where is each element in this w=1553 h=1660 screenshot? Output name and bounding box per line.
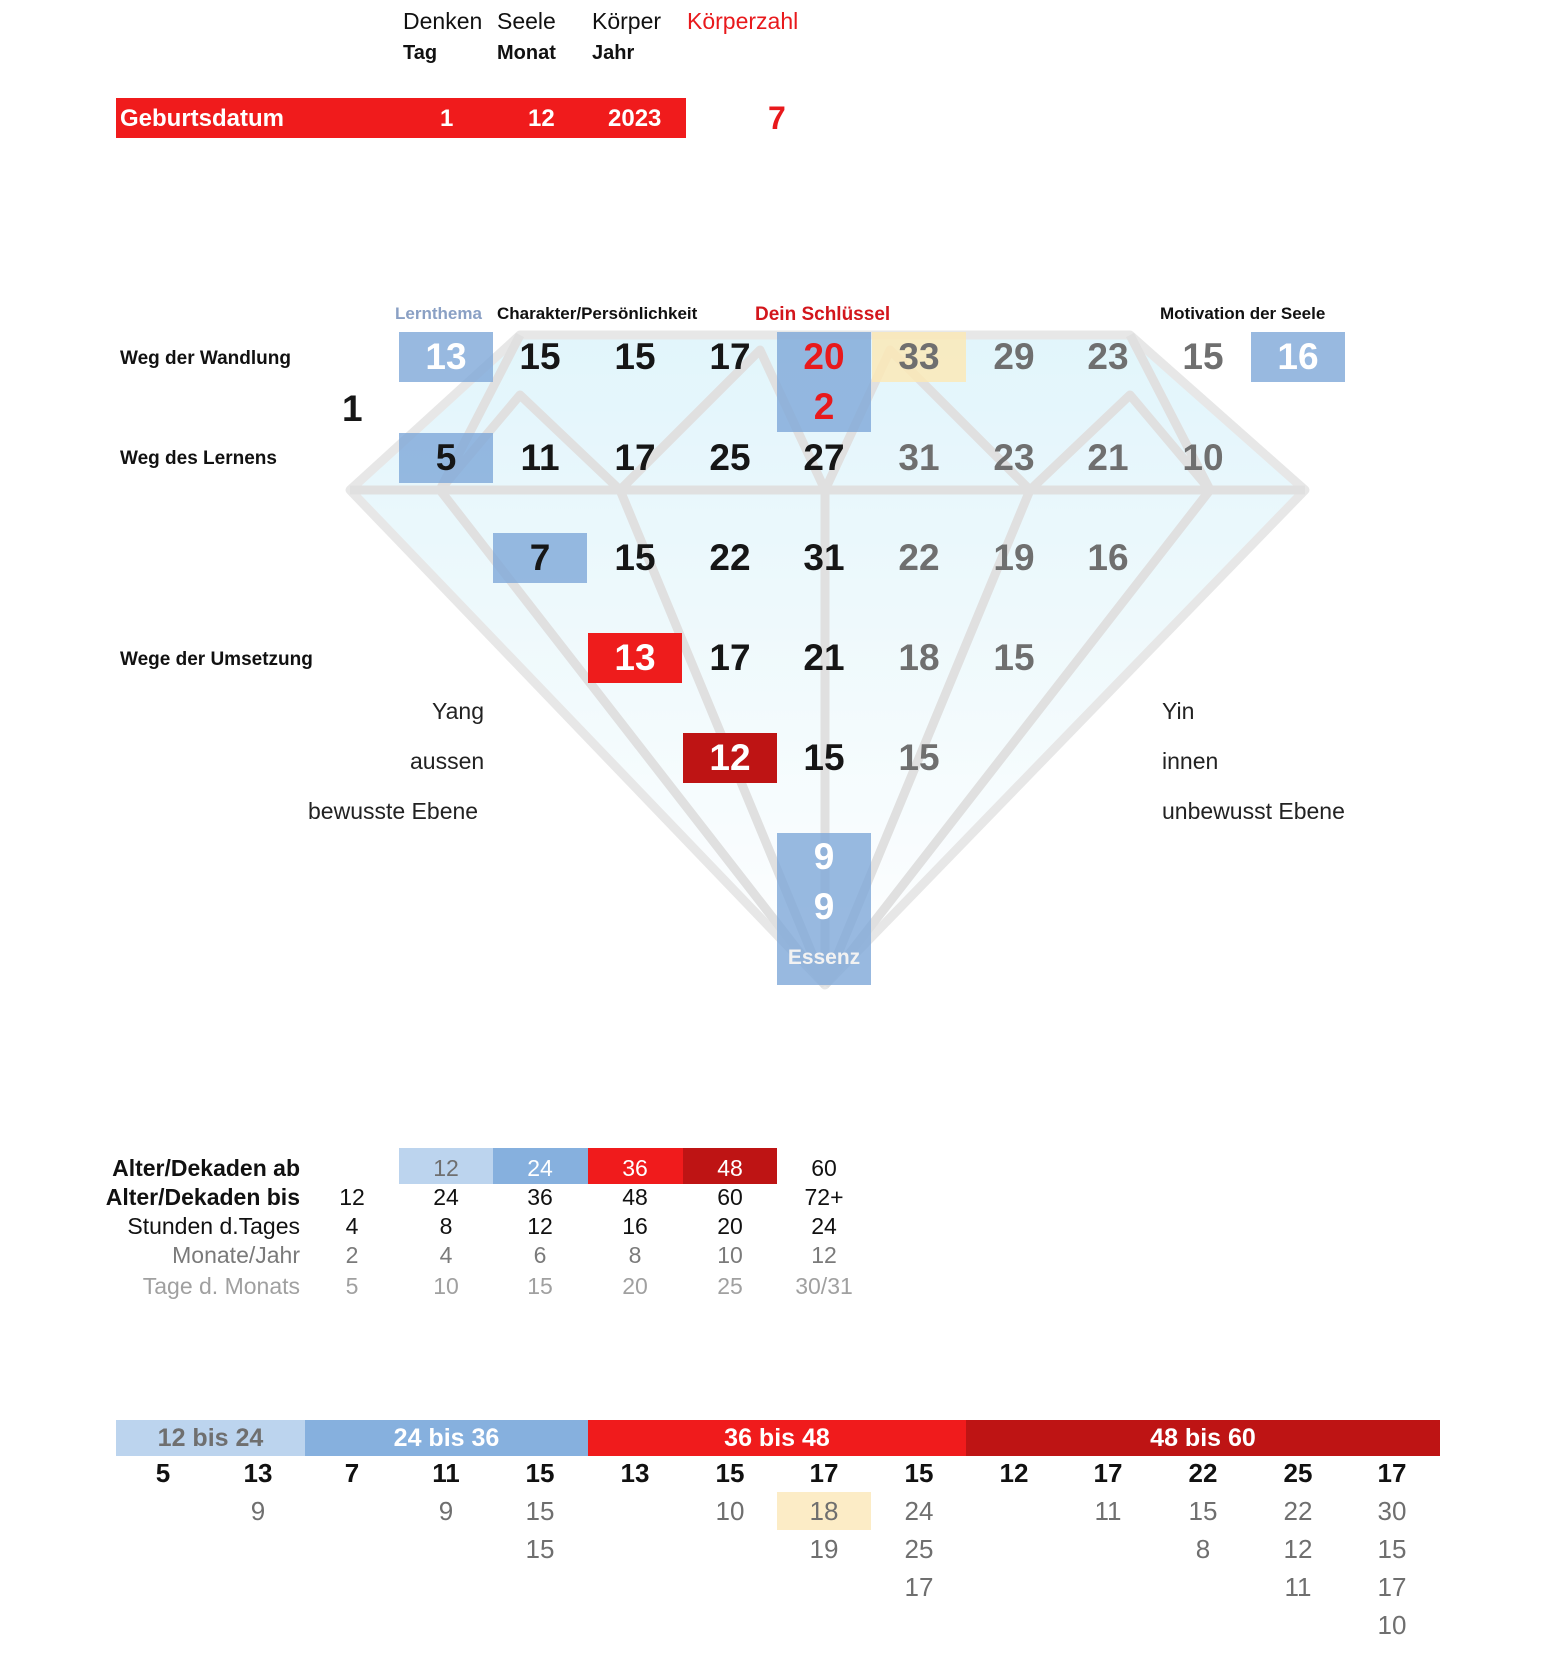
row4-cell: 15 xyxy=(993,637,1035,678)
months-cell: 12 xyxy=(811,1242,837,1268)
age-label-from: Alter/Dekaden ab xyxy=(112,1155,300,1181)
band-cell: 17 xyxy=(809,1458,839,1488)
essence-number: 9 xyxy=(813,886,835,927)
age-from-cell: 60 xyxy=(811,1155,837,1181)
hours-cell: 16 xyxy=(622,1213,648,1239)
band-sub-cell: 17 xyxy=(904,1572,934,1602)
header-denken: Denken xyxy=(403,8,483,34)
row1-cell: 15 xyxy=(1182,336,1224,377)
age-to-cell: 36 xyxy=(527,1184,553,1210)
row4-cell: 13 xyxy=(588,633,682,683)
band-sub-cell: 15 xyxy=(1377,1534,1407,1564)
birth-year: 2023 xyxy=(608,105,662,132)
header-monat: Monat xyxy=(497,42,556,64)
band-sub-cell: 24 xyxy=(904,1496,934,1526)
row1-cell: 23 xyxy=(1087,336,1129,377)
label-lernthema: Lernthema xyxy=(395,304,482,323)
band-cell: 17 xyxy=(1377,1458,1407,1488)
band-sub-cell: 9 xyxy=(438,1496,454,1526)
label-schluessel: Dein Schlüssel xyxy=(755,304,891,325)
hours-cell: 12 xyxy=(527,1213,553,1239)
age-to-cell: 24 xyxy=(433,1184,459,1210)
band-cell: 5 xyxy=(155,1458,171,1488)
hours-cell: 4 xyxy=(345,1213,359,1239)
months-cell: 2 xyxy=(345,1242,359,1268)
band-cell: 15 xyxy=(904,1458,934,1488)
band-sub-cell: 10 xyxy=(1377,1610,1407,1640)
row3-cell: 31 xyxy=(803,537,845,578)
row2-cell: 17 xyxy=(614,437,656,478)
age-from-cell: 12 xyxy=(433,1155,459,1181)
row1-cell: 33 xyxy=(872,332,966,382)
band-cell: 15 xyxy=(525,1458,555,1488)
age-from-cell: 36 xyxy=(622,1155,648,1181)
days-cell: 20 xyxy=(622,1273,648,1299)
row1-cell: 13 xyxy=(399,332,493,382)
label-unbewusst: unbewusst Ebene xyxy=(1162,798,1345,824)
age-label-hours: Stunden d.Tages xyxy=(127,1213,300,1239)
age-from-cell: 48 xyxy=(717,1155,743,1181)
band-cell: 15 xyxy=(715,1458,745,1488)
band-cell: 17 xyxy=(1093,1458,1123,1488)
row2-cell: 27 xyxy=(803,437,845,478)
row3-cell: 22 xyxy=(709,537,751,578)
row1-cell: 15 xyxy=(614,336,656,377)
row3-cell: 7 xyxy=(493,533,587,583)
label-motivation: Motivation der Seele xyxy=(1160,304,1326,323)
row5-cell: 15 xyxy=(803,737,845,778)
row2-cell: 11 xyxy=(520,437,560,478)
label-yang: Yang xyxy=(432,698,485,724)
birth-month: 12 xyxy=(528,105,555,132)
band-sub-cell: 17 xyxy=(1377,1572,1407,1602)
months-cell: 8 xyxy=(628,1242,642,1268)
header-seele: Seele xyxy=(497,8,556,34)
months-cell: 6 xyxy=(533,1242,547,1268)
header-koerper: Körper xyxy=(592,8,662,34)
row2-cell: 21 xyxy=(1087,437,1129,478)
row2-cell: 31 xyxy=(898,437,940,478)
band-sub-cell: 11 xyxy=(1284,1572,1312,1602)
band-cell: 22 xyxy=(1188,1458,1218,1488)
days-cell: 15 xyxy=(527,1273,553,1299)
essence-label: Essenz xyxy=(787,946,861,969)
band-36-48: 36 bis 48 xyxy=(588,1420,966,1456)
age-label-to: Alter/Dekaden bis xyxy=(105,1184,300,1210)
band-sub-cell: 9 xyxy=(250,1496,266,1526)
label-bewusst: bewusste Ebene xyxy=(308,798,479,824)
header-tag: Tag xyxy=(403,42,438,64)
band-12-24: 12 bis 24 xyxy=(116,1420,305,1456)
row3-cell: 15 xyxy=(614,537,656,578)
row4-cell: 18 xyxy=(898,637,940,678)
label-charakter: Charakter/Persönlichkeit xyxy=(497,304,698,323)
band-sub-cell: 15 xyxy=(525,1496,555,1526)
band-sub-cell: 25 xyxy=(904,1534,934,1564)
row1-key-cell: 20 xyxy=(777,332,871,382)
band-sub-cell: 10 xyxy=(715,1496,745,1526)
essence-number: 9 xyxy=(813,836,835,877)
row1-cell: 16 xyxy=(1251,332,1345,382)
row2-cell: 10 xyxy=(1182,437,1224,478)
body-number: 7 xyxy=(768,100,786,136)
header-koerperzahl: Körperzahl xyxy=(687,8,799,34)
row3-cell: 16 xyxy=(1087,537,1129,578)
band-cell: 11 xyxy=(432,1458,460,1488)
row-label-lernens: Weg des Lernens xyxy=(120,448,277,469)
band-sub-cell: 18 xyxy=(809,1496,839,1526)
band-48-60: 48 bis 60 xyxy=(966,1420,1440,1456)
band-sub-cell: 15 xyxy=(1188,1496,1218,1526)
age-label-months: Monate/Jahr xyxy=(172,1242,300,1268)
hours-cell: 8 xyxy=(439,1213,453,1239)
age-to-cell: 48 xyxy=(622,1184,648,1210)
birthdate-label: Geburtsdatum xyxy=(120,105,285,132)
band-sub-cell: 19 xyxy=(809,1534,839,1564)
row-label-wandlung: Weg der Wandlung xyxy=(120,348,291,369)
age-to-cell: 72+ xyxy=(804,1184,844,1210)
band-cell: 7 xyxy=(344,1458,360,1488)
age-label-days: Tage d. Monats xyxy=(142,1273,300,1299)
row5-cell: 12 xyxy=(683,733,777,783)
band-sub-cell: 22 xyxy=(1283,1496,1313,1526)
age-to-cell: 60 xyxy=(717,1184,743,1210)
key-sub-cell: 2 xyxy=(777,382,871,432)
label-yin: Yin xyxy=(1162,698,1195,724)
header-jahr: Jahr xyxy=(592,42,635,64)
band-cell: 13 xyxy=(243,1458,273,1488)
row3-cell: 22 xyxy=(898,537,940,578)
days-cell: 30/31 xyxy=(795,1273,853,1299)
band-cell: 12 xyxy=(999,1458,1029,1488)
row2-cell: 5 xyxy=(399,433,493,483)
months-cell: 10 xyxy=(717,1242,743,1268)
row4-cell: 17 xyxy=(709,637,751,678)
label-innen: innen xyxy=(1162,748,1219,774)
row1-cell: 29 xyxy=(993,336,1035,377)
band-sub-cell: 8 xyxy=(1195,1534,1211,1564)
band-sub-cell: 11 xyxy=(1094,1496,1122,1526)
row5-cell: 15 xyxy=(898,737,940,778)
band-sub-cell: 12 xyxy=(1283,1534,1313,1564)
days-cell: 25 xyxy=(717,1273,743,1299)
birth-day: 1 xyxy=(440,105,454,132)
row-label-umsetzung: Wege der Umsetzung xyxy=(120,649,313,670)
row2-cell: 25 xyxy=(709,437,751,478)
row1-cell: 17 xyxy=(709,336,751,377)
row4-cell: 21 xyxy=(803,637,845,678)
row1-cell: 15 xyxy=(519,336,561,377)
age-to-cell: 12 xyxy=(339,1184,365,1210)
row2-cell: 23 xyxy=(993,437,1035,478)
band-sub-cell: 15 xyxy=(525,1534,555,1564)
age-from-cell: 24 xyxy=(527,1155,553,1181)
days-cell: 10 xyxy=(433,1273,459,1299)
band-cell: 25 xyxy=(1283,1458,1313,1488)
band-24-36: 24 bis 36 xyxy=(305,1420,588,1456)
hours-cell: 24 xyxy=(811,1213,837,1239)
band-sub-cell: 30 xyxy=(1377,1496,1407,1526)
months-cell: 4 xyxy=(439,1242,453,1268)
row3-cell: 19 xyxy=(993,537,1035,578)
label-aussen: aussen xyxy=(410,748,485,774)
hours-cell: 20 xyxy=(717,1213,743,1239)
days-cell: 5 xyxy=(345,1273,359,1299)
band-cell: 13 xyxy=(620,1458,650,1488)
side-number: 1 xyxy=(342,388,363,429)
